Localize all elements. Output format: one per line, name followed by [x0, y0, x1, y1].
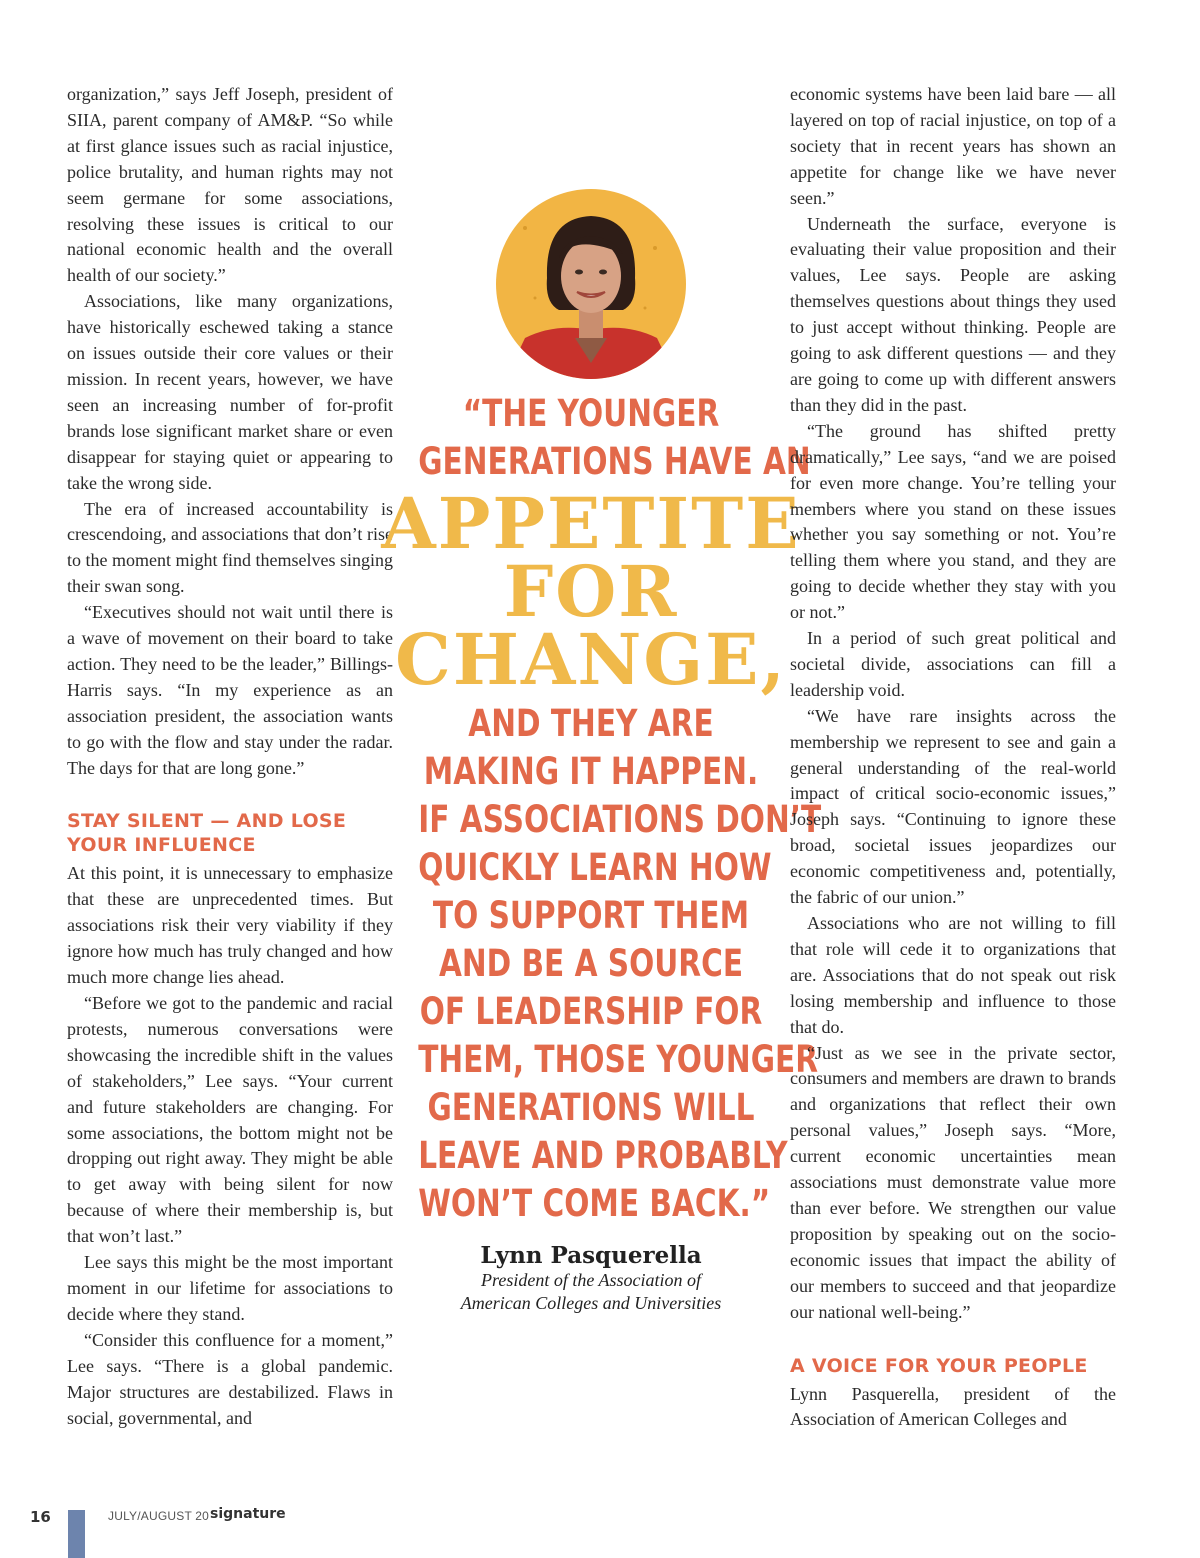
page-number: 16: [30, 1508, 51, 1526]
article-paragraph: Lynn Pasquerella, president of the Association of American Colleges and: [790, 1383, 1116, 1430]
section-subhead: A VOICE FOR YOUR PEOPLE: [790, 1354, 1088, 1377]
right-article-column: [790, 82, 1116, 1433]
pull-quote-line: THEM, THOSE YOUNGER: [418, 1038, 819, 1081]
footer-color-bar: [68, 1510, 85, 1558]
article-paragraph: At this point, it is unnecessary to emphasize that these are unprecedented times. But associations risk their very viability if they ignore how much has truly changed and how much more change lies ahead.: [67, 863, 393, 988]
magazine-brand: signature: [210, 1506, 286, 1522]
pull-quote-line: TO SUPPORT THEM: [432, 894, 750, 937]
pull-quote-emphasis: FOR: [503, 550, 679, 633]
article-paragraph: “Executives should not wait until there is a wave of movement on their board to take action. They need to be the leader,” Billings-Harris says. “In my experience as an association president, the association wants to go with the flow and stay under the radar. The days for that are long gone.”: [67, 602, 393, 778]
article-paragraph: The era of increased accountability is crescendoing, and associations that don’t rise to the moment might find themselves singing their swan song.: [67, 498, 393, 597]
article-paragraph: Associations who are not willing to fill that role will cede it to organizations that are. Associations that do not speak out risk losing membership and influence to those that do.: [790, 913, 1116, 1037]
article-paragraph: “Just as we see in the private sector, consumers and members are drawn to brands and organizations that reflect their own personal values,” Joseph says. “More, current economic uncertainties mean associations must demonstrate value more than ever before. We strengthen our value proposition by speaking out on the socio-economic issues that impact the ability of our members to succeed and that jeopardize our national well-being.”: [790, 1042, 1116, 1322]
portrait-photo-icon: [495, 188, 687, 380]
article-paragraph: “Consider this confluence for a moment,” Lee says. “There is a global pandemic. Major structures are destabilized. Flaws in social, governmental, and: [67, 1329, 393, 1428]
pull-quote: [375, 188, 822, 1315]
pull-quote-line: WON’T COME BACK.”: [418, 1182, 771, 1225]
issue-date: JULY/AUGUST 20: [108, 1509, 210, 1523]
pull-quote-emphasis: APPETITE: [381, 482, 801, 565]
pull-quote-line: AND THEY ARE: [468, 702, 714, 745]
article-paragraph: Lee says this might be the most important moment in our lifetime for associations to decide where they stand.: [67, 1252, 393, 1324]
article-paragraph: organization,” says Jeff Joseph, president of SIIA, parent company of AM&P. “So while at first glance issues such as racial injustice, police brutality, and human rights may not seem germane for some associations, resolving these issues is critical to our national economic health and the overall health of our society.”: [67, 84, 393, 286]
article-paragraph: “We have rare insights across the membership we represent to see and gain a general understanding of the real-world impact of critical socio-economic issues,” Joseph says. “Continuing to ignore these broad, societal issues jeopardizes our economic competitiveness and, potentially, the fabric of our union.”: [790, 705, 1116, 908]
pull-quote-line: LEAVE AND PROBABLY: [418, 1134, 788, 1177]
article-paragraph: Underneath the surface, everyone is evaluating their value proposition and their values, Lee says. People are asking themselves questions about things they used to just accept without thinking. People are going to ask different questions — and they are going to come up with different answers than they did in the past.: [790, 213, 1116, 415]
pull-quote-line: IF ASSOCIATIONS DON’T: [418, 798, 822, 841]
pull-quote-line: GENERATIONS WILL: [427, 1086, 755, 1129]
article-paragraph: economic systems have been laid bare — all layered on top of racial injustice, on top of a society that in recent years has shown an appetite for change like we have never seen.”: [790, 84, 1116, 208]
attribution-title: American Colleges and Universities: [460, 1293, 722, 1313]
attribution-title: President of the Association of: [481, 1270, 701, 1290]
section-subhead: STAY SILENT — AND LOSE YOUR INFLUENCE: [67, 810, 347, 857]
article-paragraph: “The ground has shifted pretty dramatically,” Lee says, “and we are poised for even more change. You’re telling your members where you stand on these issues whether you say something or not. You’re telling them where you stand, and they are going to decide whether they stay with you or not.”: [790, 420, 1116, 623]
article-paragraph: “Before we got to the pandemic and racial protests, numerous conversations were showcasing the incredible shift in the values of stakeholders,” Lee says. “Your current and future stakeholders are changing. For some associations, the bottom might not be dropping out right away. They might be able to get away with being silent for now because of where their membership is, but that won’t last.”: [67, 993, 393, 1247]
pull-quote-line: GENERATIONS HAVE AN: [418, 440, 811, 483]
pull-quote-line: AND BE A SOURCE: [438, 942, 744, 985]
article-paragraph: Associations, like many organizations, have historically eschewed taking a stance on issues outside their core values or their mission. In recent years, however, we have seen an increasing number of for-profit brands lose significant market share or even disappear for staying quiet or appearing to take the wrong side.: [67, 291, 393, 493]
pull-quote-line: “THE YOUNGER: [462, 392, 720, 435]
attribution-name: Lynn Pasquerella: [480, 1242, 702, 1269]
left-article-column: [67, 82, 393, 1431]
pull-quote-line: QUICKLY LEARN HOW: [418, 846, 772, 889]
pull-quote-line: OF LEADERSHIP FOR: [419, 990, 763, 1033]
pull-quote-line: MAKING IT HAPPEN.: [423, 750, 759, 793]
article-paragraph: In a period of such great political and societal divide, associations can fill a leadership void.: [790, 628, 1116, 700]
pull-quote-emphasis: CHANGE,: [395, 618, 787, 701]
